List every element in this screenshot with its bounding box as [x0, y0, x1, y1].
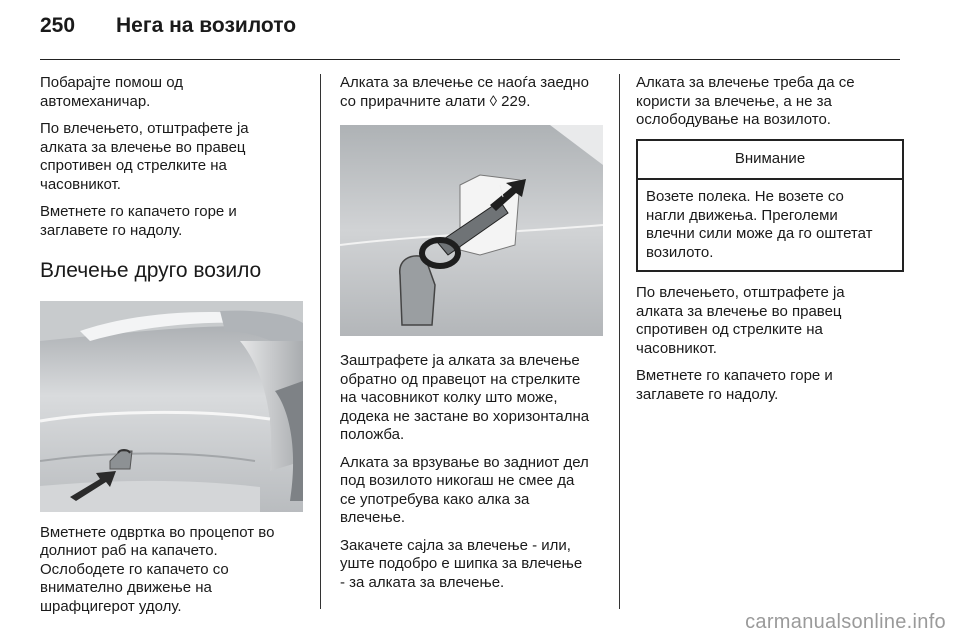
warning-title: Внимание: [638, 141, 902, 181]
warning-box: [636, 139, 904, 273]
paragraph-attach-rope: Закачете сајла за влечење - или, уште подобро е шипка за влечење - за алката за влечење.: [340, 536, 583, 591]
section-heading-towing-other: Влечење друго возило: [40, 259, 262, 282]
page-number: 250: [40, 14, 76, 37]
paragraph-insert-cap-after: Вметнете го капачето горе и заглавете го надолу.: [636, 367, 833, 403]
towing-eye-illustration: [340, 125, 603, 336]
warning-text: Возете полека. Не возете со нагли движења. Преголеми влечни сили може да го оштетат возилото.: [646, 188, 873, 261]
page-title: Нега на возилото: [116, 14, 297, 37]
paragraph-unscrew-after: По влечењето, отштрафете ја алката за влечење во правец спротивен од стрелките на часовникот.: [636, 284, 845, 357]
paragraph-seek-help: Побарајте помош од автомеханичар.: [40, 74, 184, 110]
paragraph-insert-cap: Вметнете го капачето горе и заглавете го надолу.: [40, 203, 237, 239]
watermark-text: carmanualsonline.info: [745, 611, 946, 633]
paragraph-lashing-eye: Алката за врзување во задниот дел под возилото никогаш не смее да се употребува како алка за влечење.: [340, 453, 589, 526]
column-divider-1: [320, 74, 321, 609]
paragraph-unscrew-eye: По влечењето, отштрафете ја алката за влечење во правец спротивен од стрелките на часовникот.: [40, 120, 249, 193]
paragraph-insert-screwdriver: Вметнете одвртка во процепот во долниот раб на капачето. Ослободете го капачето со внимателно движење на шрафцигерот удолу.: [40, 523, 275, 615]
paragraph-eye-usage: Алката за влечење треба да се користи за влечење, а не за ослободување на возилото.: [636, 74, 855, 128]
column-1: [40, 74, 305, 625]
column-divider-2: [619, 74, 620, 609]
paragraph-screw-in-eye: Заштрафете ја алката за влечење обратно од правецот на стрелките на часовникот колку што може, додека не застане во хоризонтална положба.: [340, 352, 590, 443]
page-header: [40, 14, 296, 50]
header-divider: [40, 59, 900, 60]
column-3: [636, 74, 904, 413]
paragraph-eye-location: Алката за влечење се наоѓа заедно со прирачните алати ◊ 229.: [340, 74, 589, 110]
column-2: [340, 74, 605, 601]
rear-bumper-illustration: [40, 301, 303, 512]
